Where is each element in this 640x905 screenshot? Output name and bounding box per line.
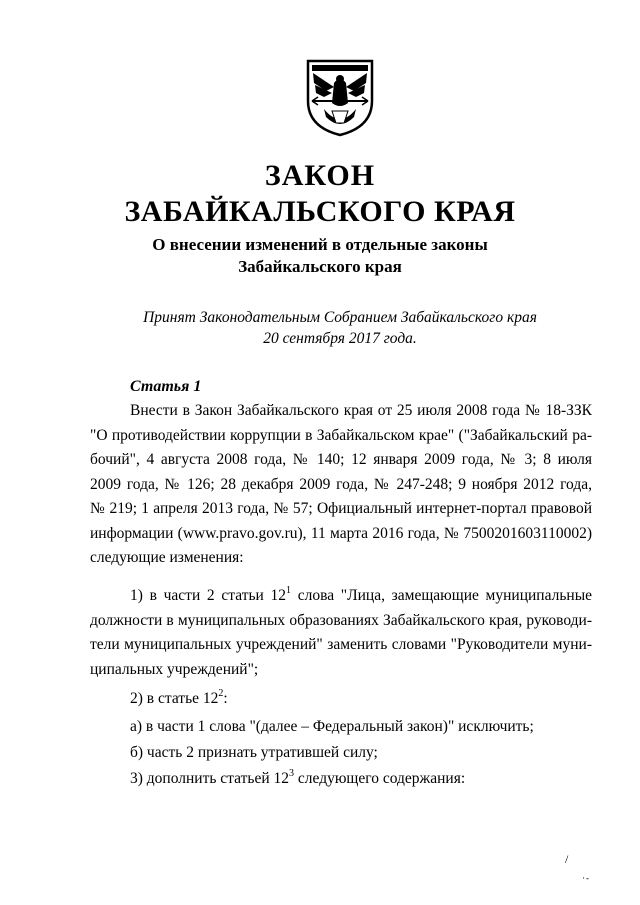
paragraph-line: 2009 года, № 126; 28 декабря 2009 года, № 247-248; 9 ноября 2012 года,	[90, 475, 592, 493]
item-1-superscript: 1	[286, 584, 292, 596]
law-subject-title	[0, 234, 640, 278]
margin-mark: /	[565, 852, 569, 866]
paragraph-line	[90, 584, 592, 609]
paragraph-line: должности в муниципальных образованиях Забайкальского края, руководи-	[90, 611, 592, 629]
item-1-text-before: 1) в части 2 статьи 12	[130, 587, 287, 604]
item-3-superscript: 3	[289, 767, 295, 779]
article-paragraph-1	[90, 399, 592, 571]
article-item-2b: б) часть 2 признать утратившей силу;	[130, 744, 378, 761]
paragraph-line: бочий", 4 августа 2008 года, № 140; 12 января 2009 года, № 3; 8 июля	[90, 451, 592, 468]
paragraph-line: ципальных учреждений";	[90, 660, 259, 678]
item-1-text-after: слова "Лица, замещающие муниципальные	[291, 587, 593, 604]
subtitle-line-1: О внесении изменений в отдельные законы	[152, 235, 488, 254]
article-item-2a: а) в части 1 слова "(далее – Федеральный закон)" исключить;	[130, 718, 534, 735]
document-region-title: ЗАБАЙКАЛЬСКОГО КРАЯ	[124, 195, 516, 228]
article-item-2	[130, 687, 228, 712]
paragraph-line: "О противодействии коррупции в Забайкальском крае" ("Забайкальский ра-	[90, 426, 592, 444]
document-type-title: ЗАКОН	[264, 159, 376, 192]
item-3-text-after: следующего содержания:	[294, 770, 466, 787]
subtitle-line-2: Забайкальского края	[238, 257, 402, 276]
margin-mark: ·-	[582, 873, 590, 883]
item-2-text-before: 2) в статье 12	[130, 690, 219, 707]
article-heading: Статья 1	[130, 378, 202, 395]
adoption-note	[0, 307, 640, 349]
paragraph-line: тели муниципальных учреждений" заменить словами "Руководители муни-	[90, 636, 592, 653]
paragraph-line: информации (www.pravo.gov.ru), 11 марта 2016 года, № 7500201603110002)	[90, 524, 592, 542]
paragraph-line: № 219; 1 апреля 2013 года, № 57; Официальный интернет-портал правовой	[90, 500, 592, 517]
article-item-3	[130, 767, 465, 792]
article-item-1	[90, 584, 592, 682]
paragraph-line: Внести в Закон Забайкальского края от 25 июля 2008 года № 18-ЗЗК	[130, 402, 592, 419]
item-2-superscript: 2	[218, 687, 224, 699]
adoption-note-line-1: Принят Законодательным Собранием Забайкальского края	[143, 309, 537, 326]
paragraph-line: следующие изменения:	[90, 549, 244, 566]
adoption-note-line-2: 20 сентября 2017 года.	[263, 330, 417, 347]
item-3-text-before: 3) дополнить статьей 12	[130, 770, 290, 787]
coat-of-arms-eagle-icon	[304, 57, 376, 137]
item-2-text-after: :	[223, 690, 228, 707]
